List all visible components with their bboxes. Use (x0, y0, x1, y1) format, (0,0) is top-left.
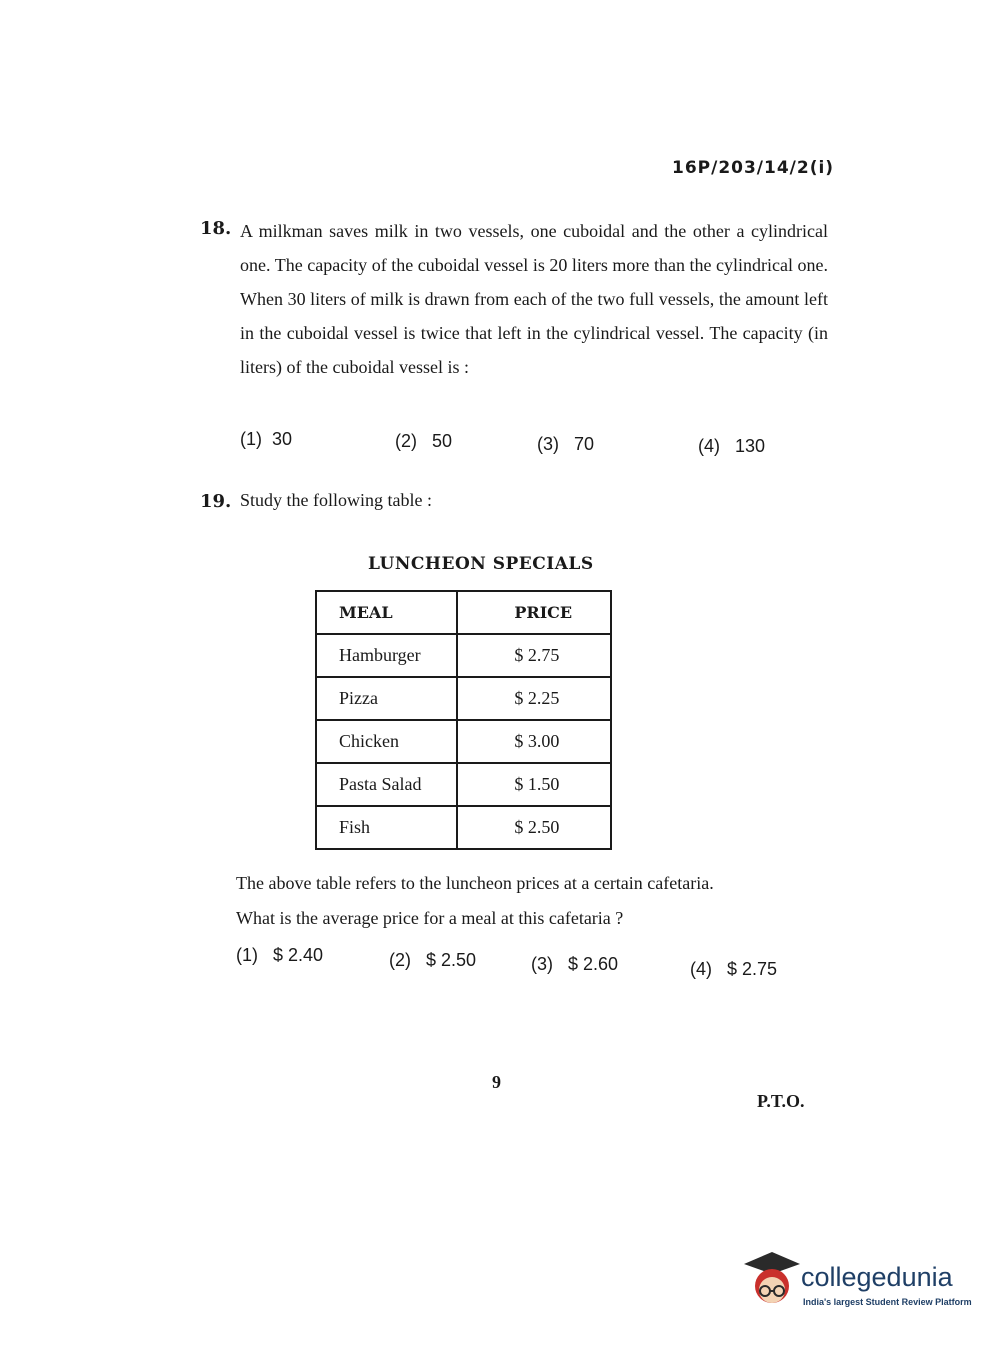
meal-cell: Hamburger (316, 634, 457, 677)
luncheon-table (315, 590, 612, 850)
table-title: LUNCHEON SPECIALS (368, 554, 594, 574)
page-number: 9 (492, 1072, 501, 1092)
price-cell: $ 2.50 (457, 806, 611, 849)
collegedunia-brand: collegedunia (801, 1262, 953, 1292)
table-row (316, 634, 611, 677)
question-19-line2: What is the average price for a meal at this cafetaria ? (236, 908, 624, 928)
question-19-intro: Study the following table : (240, 490, 432, 510)
collegedunia-mascot-icon (742, 1250, 802, 1312)
q18-option-1: (1) 30 (240, 429, 293, 449)
question-19-line1: The above table refers to the luncheon prices at a certain cafetaria. (236, 873, 714, 893)
q19-option-4: (4) $ 2.75 (690, 959, 778, 979)
meal-cell: Fish (316, 806, 457, 849)
meal-cell: Pasta Salad (316, 763, 457, 806)
meal-cell: Pizza (316, 677, 457, 720)
meal-cell: Chicken (316, 720, 457, 763)
question-18-text: A milkman saves milk in two vessels, one cuboidal and the other a cylindrical one. The capacity of the cuboidal vessel is 20 liters more than the cylindrical one. When 30 liters of milk is drawn from each of the two full vessels, the amount left in the cuboidal vessel is twice that left in the cylindrical vessel. The capacity (in liters) of the cuboidal vessel is : (240, 221, 828, 377)
q18-option-4: (4) 130 (698, 436, 766, 456)
question-19-number: 19. (200, 491, 232, 512)
q19-option-3: (3) $ 2.60 (531, 954, 619, 974)
table-row (316, 763, 611, 806)
q18-option-2: (2) 50 (395, 431, 453, 451)
price-cell: $ 1.50 (457, 763, 611, 806)
price-column-header: PRICE (457, 591, 611, 634)
price-cell: $ 3.00 (457, 720, 611, 763)
collegedunia-tagline: India's largest Student Review Platform (803, 1297, 972, 1307)
paper-code: 16P/203/14/2(i) (672, 158, 835, 178)
pto-label: P.T.O. (757, 1091, 805, 1111)
meal-column-header: MEAL (316, 591, 457, 634)
price-cell: $ 2.25 (457, 677, 611, 720)
table-header-row (316, 591, 611, 634)
question-18-number: 18. (200, 218, 232, 239)
table-row (316, 677, 611, 720)
table-row (316, 806, 611, 849)
q19-option-1: (1) $ 2.40 (236, 945, 324, 965)
price-cell: $ 2.75 (457, 634, 611, 677)
table-row (316, 720, 611, 763)
q19-option-2: (2) $ 2.50 (389, 950, 477, 970)
q18-option-3: (3) 70 (537, 434, 595, 454)
